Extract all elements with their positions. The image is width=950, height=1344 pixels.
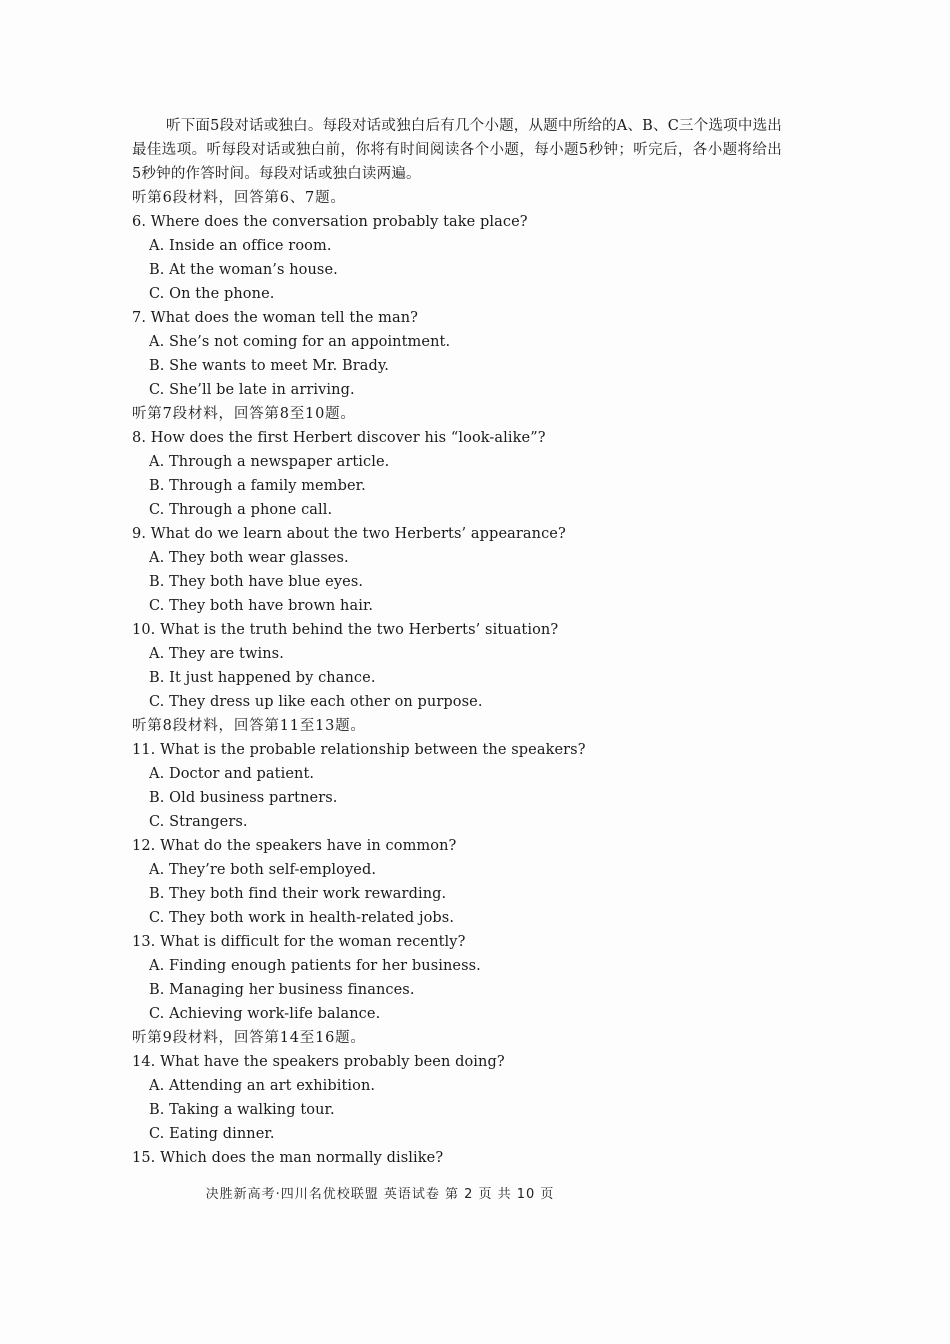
section-heading-8: 听第8段材料，回答第11至13题。 [132,718,366,734]
page-content [132,114,782,1170]
q7-option-a: A. She’s not coming for an appointment. [149,334,451,350]
question-12: 12. What do the speakers have in common? [132,838,457,854]
q11-option-a: A. Doctor and patient. [149,766,315,782]
page-footer: 决胜新高考·四川名优校联盟 英语试卷 第 2 页 共 10 页 [205,1187,555,1202]
q9-option-b: B. They both have blue eyes. [149,574,364,590]
question-8: 8. How does the first Herbert discover his “look-alike”? [132,430,546,446]
q10-option-b: B. It just happened by chance. [149,670,376,686]
question-6: 6. Where does the conversation probably take place? [132,214,528,230]
q11-option-c: C. Strangers. [149,814,248,830]
q8-option-c: C. Through a phone call. [149,502,333,518]
q7-option-c: C. She’ll be late in arriving. [149,382,355,398]
question-7: 7. What does the woman tell the man? [132,310,419,326]
question-13: 13. What is difficult for the woman recently? [132,934,466,950]
q6-option-c: C. On the phone. [149,286,275,302]
section-heading-9: 听第9段材料，回答第14至16题。 [132,1030,366,1046]
q14-option-a: A. Attending an art exhibition. [149,1078,376,1094]
question-11: 11. What is the probable relationship between the speakers? [132,742,586,758]
q12-option-a: A. They’re both self-employed. [149,862,377,878]
q12-option-b: B. They both find their work rewarding. [149,886,447,902]
section-heading-6: 听第6段材料，回答第6、7题。 [132,190,346,206]
q9-option-a: A. They both wear glasses. [149,550,349,566]
q14-option-b: B. Taking a walking tour. [149,1102,335,1118]
q6-option-b: B. At the woman’s house. [149,262,338,278]
q11-option-b: B. Old business partners. [149,790,338,806]
q9-option-c: C. They both have brown hair. [149,598,374,614]
q6-option-a: A. Inside an office room. [149,238,332,254]
q12-option-c: C. They both work in health-related jobs. [149,910,455,926]
q14-option-c: C. Eating dinner. [149,1126,275,1142]
question-10: 10. What is the truth behind the two Herberts’ situation? [132,622,559,638]
listening-instructions: 听下面5段对话或独白。每段对话或独白后有几个小题，从题中所给的A、B、C三个选项中选出最佳选项。听每段对话或独白前，你将有时间阅读各个小题，每小题5秒钟；听完后，各小题将给出5秒钟的作答时间。每段对话或独白读两遍。 [132,118,782,182]
q13-option-c: C. Achieving work-life balance. [149,1006,381,1022]
section-heading-7: 听第7段材料，回答第8至10题。 [132,406,356,422]
question-15: 15. Which does the man normally dislike? [132,1150,444,1166]
q10-option-a: A. They are twins. [149,646,284,662]
q7-option-b: B. She wants to meet Mr. Brady. [149,358,390,374]
q13-option-a: A. Finding enough patients for her business. [149,958,481,974]
q8-option-a: A. Through a newspaper article. [149,454,390,470]
question-14: 14. What have the speakers probably been doing? [132,1054,505,1070]
q10-option-c: C. They dress up like each other on purpose. [149,694,483,710]
q13-option-b: B. Managing her business finances. [149,982,415,998]
question-9: 9. What do we learn about the two Herberts’ appearance? [132,526,566,542]
q8-option-b: B. Through a family member. [149,478,366,494]
